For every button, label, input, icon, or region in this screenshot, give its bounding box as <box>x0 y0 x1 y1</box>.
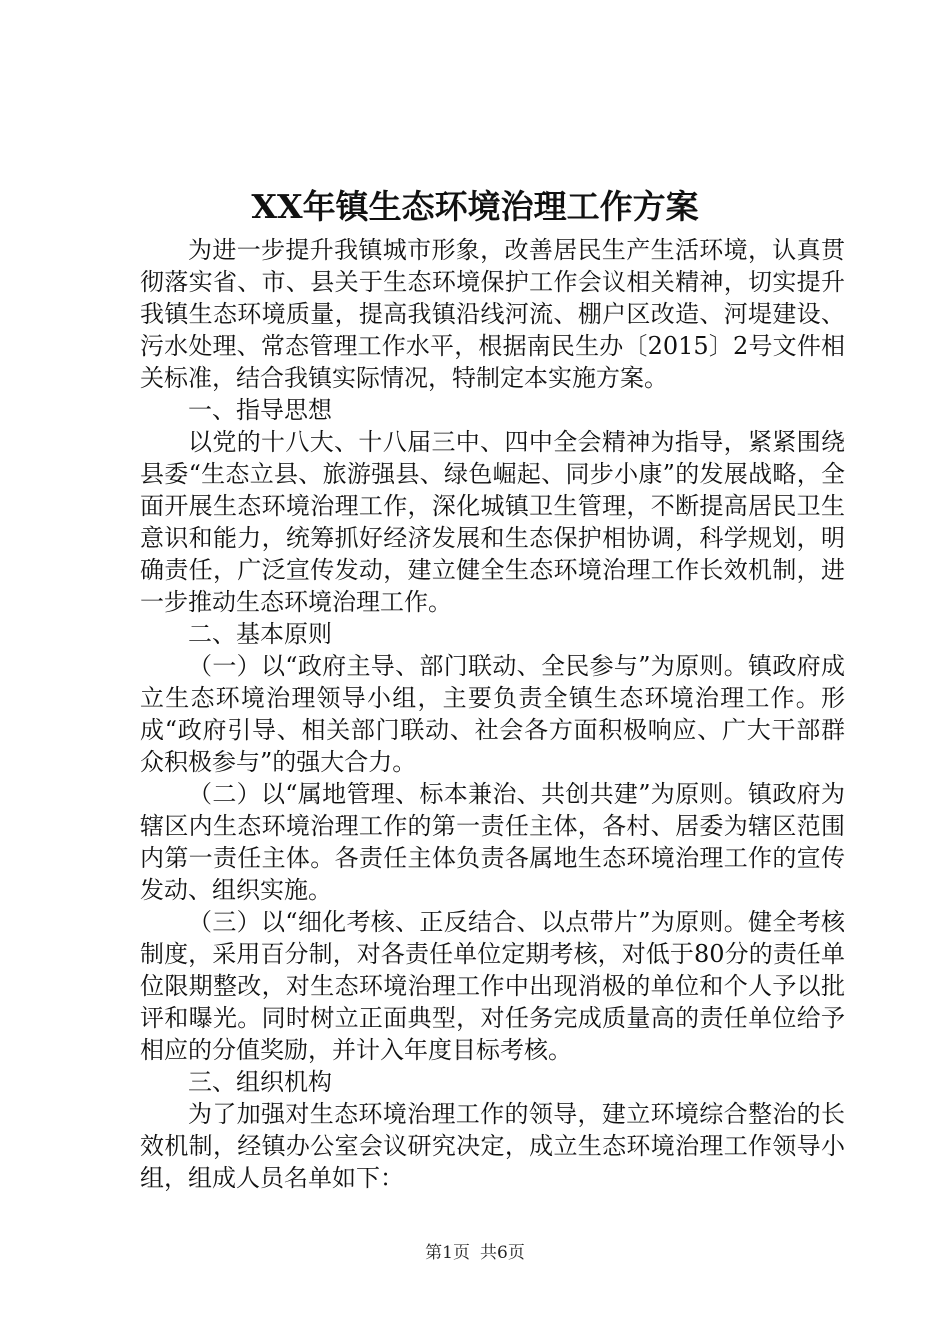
organization-paragraph: 为了加强对生态环境治理工作的领导，建立环境综合整治的长效机制，经镇办公室会议研究决定，成立生态环境治理工作领导小组，组成人员名单如下： <box>140 1100 845 1192</box>
section-heading-basic-principles: 二、基本原则 <box>188 620 332 648</box>
page-total: 共6页 <box>480 1243 525 1263</box>
section-heading-organization: 三、组织机构 <box>188 1068 332 1096</box>
document-title: XX年镇生态环境治理工作方案 <box>251 187 699 226</box>
principle-one-paragraph: （一）以“政府主导、部门联动、全民参与”为原则。镇政府成立生态环境治理领导小组，主要负责全镇生态环境治理工作。形成“政府引导、相关部门联动、社会各方面积极响应、广大干部群众积极参与”的强大合力。 <box>140 652 845 776</box>
document-body <box>140 234 845 1194</box>
page-number: 第1页 <box>425 1243 470 1263</box>
principle-two-paragraph: （二）以“属地管理、标本兼治、共创共建”为原则。镇政府为辖区内生态环境治理工作的第一责任主体，各村、居委为辖区范围内第一责任主体。各责任主体负责各属地生态环境治理工作的宣传发动、组织实施。 <box>140 780 845 904</box>
guiding-ideology-paragraph: 以党的十八大、十八届三中、四中全会精神为指导，紧紧围绕县委“生态立县、旅游强县、绿色崛起、同步小康”的发展战略，全面开展生态环境治理工作，深化城镇卫生管理，不断提高居民卫生意识和能力，统筹抓好经济发展和生态保护相协调，科学规划，明确责任，广泛宣传发动，建立健全生态环境治理工作长效机制，进一步推动生态环境治理工作。 <box>140 428 845 616</box>
principle-three-paragraph: （三）以“细化考核、正反结合、以点带片”为原则。健全考核制度，采用百分制，对各责任单位定期考核，对低于80分的责任单位限期整改，对生态环境治理工作中出现消极的单位和个人予以批评和曝光。同时树立正面典型，对任务完成质量高的责任单位给予相应的分值奖励，并计入年度目标考核。 <box>140 908 845 1064</box>
section-heading-guiding-ideology: 一、指导思想 <box>188 396 332 424</box>
intro-paragraph: 为进一步提升我镇城市形象，改善居民生产生活环境，认真贯彻落实省、市、县关于生态环境保护工作会议相关精神，切实提升我镇生态环境质量，提高我镇沿线河流、棚户区改造、河堤建设、污水处理、常态管理工作水平，根据南民生办〔2015〕2号文件相关标准，结合我镇实际情况，特制定本实施方案。 <box>140 236 845 392</box>
page-footer <box>0 1241 950 1265</box>
